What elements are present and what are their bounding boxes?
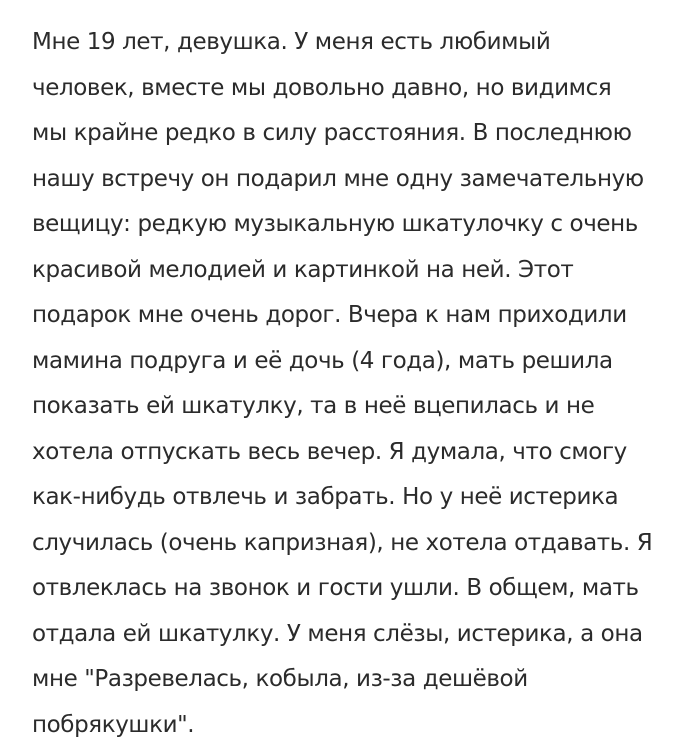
text-line: подарок мне очень дорог. Вчера к нам приходили: [32, 302, 627, 328]
text-line: отдала ей шкатулку. У меня слёзы, истерика, а она: [32, 620, 643, 647]
text-line: побрякушки".: [32, 711, 195, 738]
text-line: как-нибудь отвлечь и забрать. Но у неё истерика: [32, 484, 619, 510]
text-line: мы крайне редко в силу расстояния. В последнюю: [32, 120, 632, 146]
text-line: мне "Разревелась, кобыла, из-за дешёвой: [32, 666, 528, 692]
story-text: [32, 20, 687, 748]
text-line: хотела отпускать весь вечер. Я думала, что смогу: [32, 438, 627, 465]
text-line: Мне 19 лет, девушка. У меня есть любимый: [32, 29, 551, 55]
text-line: красивой мелодией и картинкой на ней. Этот: [32, 256, 574, 283]
text-line: отвлеклась на звонок и гости ушли. В общем, мать: [32, 575, 639, 601]
text-line: вещицу: редкую музыкальную шкатулочку с очень: [32, 211, 638, 237]
text-line: человек, вместе мы довольно давно, но видимся: [32, 74, 612, 101]
text-line: случилась (очень капризная), не хотела отдавать. Я: [32, 529, 653, 556]
text-line: мамина подруга и её дочь (4 года), мать решила: [32, 347, 613, 374]
text-line: нашу встречу он подарил мне одну замечательную: [32, 165, 644, 192]
text-line: показать ей шкатулку, та в неё вцепилась и не: [32, 393, 595, 419]
